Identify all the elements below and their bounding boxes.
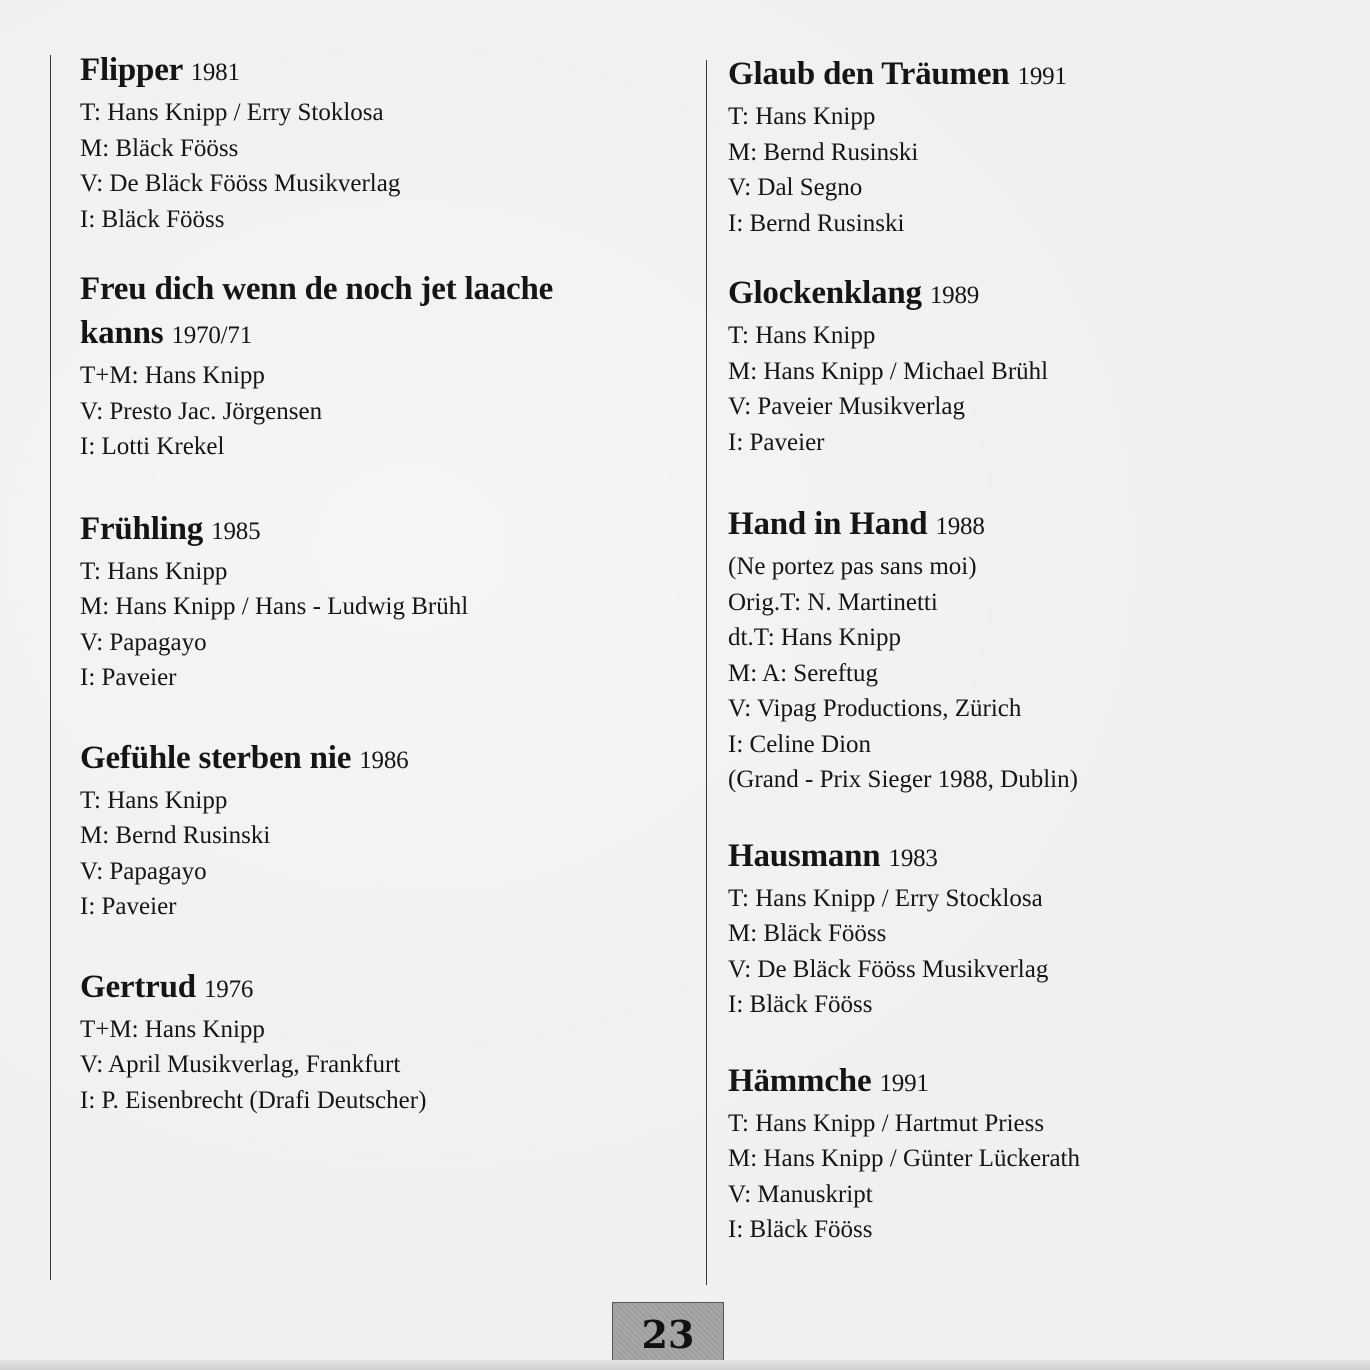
page-bottom-edge (0, 1360, 1370, 1370)
song-year: 1985 (211, 517, 261, 545)
credit-line: T+M: Hans Knipp (80, 362, 265, 389)
song-title-text: Hausmann (728, 837, 881, 874)
song-entry-hausmann (728, 834, 1288, 1023)
credit-line: I: Paveier (728, 428, 825, 456)
song-entry-haemmche (728, 1059, 1288, 1248)
song-year: 1983 (888, 844, 938, 872)
credit-line: T: Hans Knipp / Hartmut Priess (728, 1109, 1045, 1137)
credit-line: dt.T: Hans Knipp (728, 624, 902, 651)
song-year: 1981 (190, 59, 240, 86)
song-title-continued (80, 311, 680, 358)
center-column-rule (706, 60, 707, 1285)
credit-line: T: Hans Knipp / Erry Stoklosa (80, 99, 384, 126)
credit-line: T: Hans Knipp (728, 322, 876, 349)
song-entry-freu-dich (80, 267, 680, 465)
credit-line: M: Bernd Rusinski (728, 138, 919, 166)
credit-line: V: De Bläck Fööss Musikverlag (80, 170, 401, 197)
song-title-text: Flipper (80, 52, 183, 88)
song-year: 1991 (879, 1069, 929, 1097)
song-year: 1986 (359, 746, 409, 774)
song-year: 1989 (929, 282, 980, 309)
credit-line: T: Hans Knipp / Erry Stocklosa (728, 884, 1043, 912)
credit-line: V: Presto Jac. Jörgensen (80, 397, 323, 425)
credit-line: I: Bläck Fööss (728, 1216, 873, 1243)
credit-line: I: Paveier (80, 893, 177, 920)
song-title-text: Gefühle sterben nie (80, 739, 352, 776)
song-title-text: Freu dich wenn de noch jet laache (80, 271, 554, 307)
song-title-text: Glaub den Träumen (728, 56, 1010, 92)
credit-line: M: A: Sereftug (728, 659, 878, 687)
song-entry-hand-in-hand (728, 502, 1288, 798)
credit-line: I: Bläck Fööss (728, 991, 873, 1018)
credit-line: V: Manuskript (728, 1180, 873, 1208)
song-entry-gefuehle (80, 736, 680, 925)
song-entry-fruehling (80, 507, 680, 696)
credit-line: V: Papagayo (80, 857, 207, 885)
song-title (728, 502, 1288, 549)
page-number: 23 (641, 1311, 695, 1357)
song-title-text: Glockenklang (728, 275, 922, 311)
credit-line: I: Bläck Fööss (80, 205, 225, 233)
song-year: 1991 (1017, 63, 1067, 90)
song-title-text: Hämmche (728, 1062, 872, 1099)
credit-line: T: Hans Knipp (728, 103, 876, 130)
credit-line: I: Bernd Rusinski (728, 209, 905, 237)
credit-line: I: Celine Dion (728, 730, 872, 758)
credit-line: V: Vipag Productions, Zürich (728, 695, 1022, 722)
song-entry-gertrud (80, 965, 680, 1119)
page-number-badge (612, 1302, 724, 1366)
credit-line: M: Hans Knipp / Günter Lückerath (728, 1145, 1081, 1172)
credit-line: V: Papagayo (80, 628, 207, 656)
song-title (728, 1059, 1288, 1106)
song-title (80, 736, 680, 783)
right-column (728, 52, 1288, 1278)
song-title (80, 48, 680, 95)
song-title (80, 507, 680, 554)
song-title-text: Hand in Hand (728, 506, 928, 542)
song-title (728, 834, 1288, 881)
credit-line: V: Paveier Musikverlag (728, 393, 965, 420)
song-title (728, 271, 1288, 318)
song-title (80, 267, 680, 311)
credit-line: I: Paveier (80, 664, 177, 691)
song-year: 1976 (203, 975, 254, 1003)
song-title-text: Gertrud (80, 968, 196, 1005)
credit-line: V: Dal Segno (728, 174, 863, 201)
left-column-rule (50, 55, 51, 1280)
credit-line: T+M: Hans Knipp (80, 1015, 265, 1043)
credit-line: M: Bläck Fööss (80, 134, 239, 162)
credit-line: I: Lotti Krekel (80, 433, 225, 460)
left-column (80, 48, 680, 1148)
credit-line: M: Bläck Fööss (728, 920, 887, 947)
credit-line: M: Hans Knipp / Michael Brühl (728, 357, 1049, 385)
song-year: 1970/71 (171, 322, 253, 349)
song-entry-flipper (80, 48, 680, 237)
song-title-text: kanns (80, 315, 164, 351)
song-entry-glaub-den-traeumen (728, 52, 1288, 241)
credit-line: V: De Bläck Fööss Musikverlag (728, 955, 1049, 983)
credit-line: Orig.T: N. Martinetti (728, 588, 938, 616)
credit-line: T: Hans Knipp (80, 786, 228, 814)
credit-line: (Ne portez pas sans moi) (728, 553, 977, 580)
credit-line: M: Bernd Rusinski (80, 822, 271, 849)
song-title (80, 965, 680, 1012)
credit-line: T: Hans Knipp (80, 557, 228, 585)
credit-line: (Grand - Prix Sieger 1988, Dublin) (728, 766, 1078, 793)
song-title (728, 52, 1288, 99)
song-year: 1988 (935, 513, 985, 540)
credit-line: I: P. Eisenbrecht (Drafi Deutscher) (80, 1086, 427, 1114)
credit-line: M: Hans Knipp / Hans - Ludwig Brühl (80, 593, 469, 620)
song-entry-glockenklang (728, 271, 1288, 460)
credit-line: V: April Musikverlag, Frankfurt (80, 1051, 401, 1078)
song-title-text: Frühling (80, 510, 204, 547)
